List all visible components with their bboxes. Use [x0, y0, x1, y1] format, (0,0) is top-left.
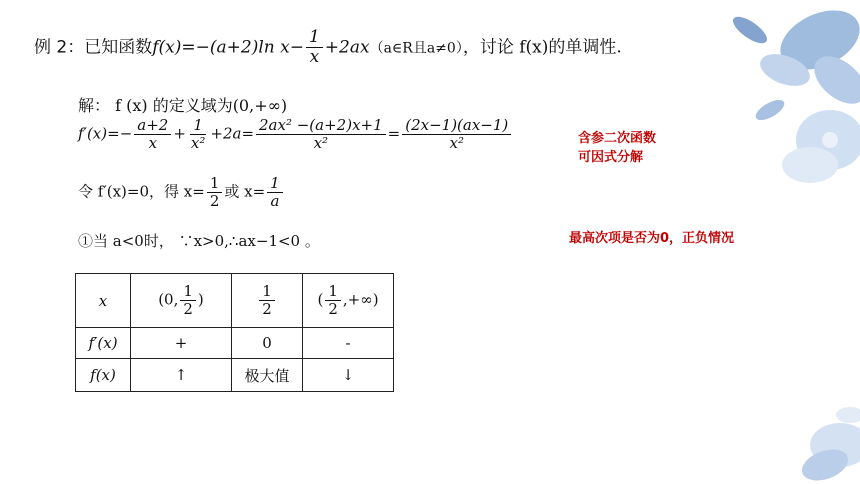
note-leading-term: 最高次项是否为0，正负情况 [569, 231, 735, 246]
derivative-equals: = [387, 124, 401, 143]
derivative-term1-den: x [148, 133, 158, 152]
roots-mid: 或 x= [224, 182, 266, 201]
derivative-line: f′(x)=− $\frac{a+2}{x}$ + $\frac{1}{\text{x²}}$ +2a= $\frac{\text{2ax² −(a+2)x+1}}{\text{x²}}$ = $\frac{(2x-1)(ax-1)}{\text{x²}}$ [78, 118, 513, 151]
roots-line [78, 176, 285, 209]
point-fraction [259, 281, 275, 318]
derivative-term3 [256, 118, 386, 151]
table-row [76, 274, 394, 328]
table-row-label-function: f(x) [76, 359, 131, 392]
root-inverse-a-den: a [270, 191, 280, 210]
derivative-term2-num: 1 [190, 118, 206, 135]
function-fraction [306, 29, 323, 67]
interval2-left: ( [317, 290, 324, 309]
table-cell: 极大值 [232, 359, 303, 392]
interval1-den: 2 [183, 299, 193, 318]
table-row [76, 359, 394, 392]
table-header-interval-1 [131, 274, 232, 328]
derivative-term4 [402, 118, 511, 151]
case-one-line: ①当 a<0时， ∵x>0,∴ax−1<0 。 [78, 232, 320, 250]
problem-task: ，讨论 f(x)的单调性. [462, 37, 622, 58]
roots-prefix: 令 f′(x)=0，得 x= [78, 182, 205, 201]
flower-decoration-bottom-right [780, 395, 860, 484]
table-row [76, 328, 394, 359]
note-factorable-line2: 可因式分解 [578, 150, 644, 165]
fraction-numerator: 1 [306, 29, 323, 48]
flower-decoration-top-right [690, 0, 860, 190]
table-cell: 0 [232, 328, 303, 359]
derivative-term2 [188, 118, 208, 151]
interval1-left: (0, [158, 290, 179, 309]
point-num: 1 [259, 284, 275, 301]
note-factorable-line1: 含参二次函数 [578, 131, 657, 146]
root-inverse-a [267, 176, 283, 209]
function-rhs: +2ax [324, 37, 370, 58]
interval1-right: ) [197, 290, 204, 309]
interval1-fraction [180, 281, 196, 318]
table-cell: - [303, 328, 394, 359]
derivative-term1 [134, 118, 171, 151]
derivative-term3-num: 2ax² −(a+2)x+1 [256, 118, 386, 135]
derivative-term4-num: (2x−1)(ax−1) [402, 118, 511, 135]
derivative-term3-den: x² [313, 133, 329, 152]
problem-label: 例 2：已知函数 [34, 37, 153, 58]
root-half-num: 1 [207, 176, 223, 193]
function-lhs: f(x)=−(a+2)ln x− [152, 37, 304, 58]
table-row-label-derivative: f′(x) [76, 328, 131, 359]
table-header-point [232, 274, 303, 328]
derivative-lhs: f′(x)=− [78, 124, 133, 143]
table-cell: + [131, 328, 232, 359]
solution-domain-line: 解： f (x) 的定义域为(0,+∞) [78, 96, 288, 115]
table-cell: ↑ [131, 359, 232, 392]
interval2-num: 1 [325, 284, 341, 301]
table-header-interval-2 [303, 274, 394, 328]
variation-table [75, 273, 394, 392]
derivative-term1-num: a+2 [134, 118, 171, 135]
point-den: 2 [262, 299, 272, 318]
note-factorable [578, 129, 656, 167]
table-header-x: x [76, 274, 131, 328]
interval2-right: ,+∞) [342, 290, 379, 309]
interval2-fraction [325, 281, 341, 318]
function-condition: （a∈R且a≠0） [369, 40, 463, 57]
interval1-num: 1 [180, 284, 196, 301]
root-inverse-a-num: 1 [267, 176, 283, 193]
derivative-term4-den: x² [449, 133, 464, 152]
root-half [207, 176, 223, 209]
fraction-denominator: x [309, 46, 320, 67]
root-half-den: 2 [209, 191, 220, 210]
table-cell: ↓ [303, 359, 394, 392]
interval2-den: 2 [328, 299, 338, 318]
derivative-term2-den: x² [190, 133, 206, 152]
problem-statement [34, 29, 622, 67]
derivative-mid: +2a= [210, 124, 255, 143]
